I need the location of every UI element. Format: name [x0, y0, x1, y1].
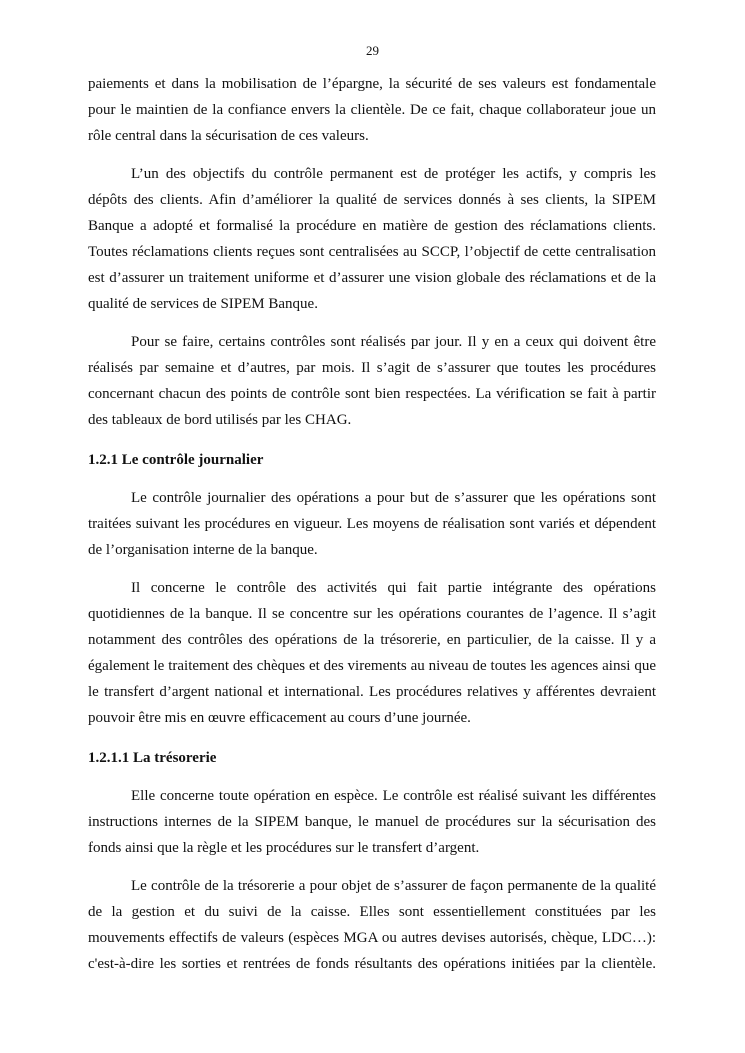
section-heading: 1.2.1 Le contrôle journalier — [88, 452, 264, 468]
text-line: le transfert d’argent national et international. Les procédures relatives y afférentes devraient — [88, 684, 656, 700]
text-line: concernant chacun des points de contrôle sont bien respectées. La vérification se fait à partir — [88, 386, 656, 402]
paragraph — [88, 485, 656, 563]
text-line: mouvements effectifs de valeurs (espèces MGA ou autres devises autorisés, chèque, LDC…): — [88, 930, 656, 946]
text-line: instructions internes de la SIPEM banque, le manuel de procédures sur la sécurisation des — [88, 814, 656, 830]
text-line: Elle concerne toute opération en espèce. Le contrôle est réalisé suivant les différentes — [131, 788, 656, 804]
text-line: Le contrôle journalier des opérations a pour but de s’assurer que les opérations sont — [131, 490, 656, 506]
paragraph — [88, 329, 656, 433]
text-line: rôle central dans la sécurisation de ces valeurs. — [88, 128, 369, 144]
text-line: pouvoir être mis en œuvre efficacement au cours d’une journée. — [88, 710, 471, 726]
section-heading: 1.2.1.1 La trésorerie — [88, 750, 217, 766]
text-line: quotidiennes de la banque. Il se concentre sur les opérations courantes de l’agence. Il s’agit — [88, 606, 656, 622]
text-line: réalisés par semaine et d’autres, par mois. Il s’agit de s’assurer que toutes les procédures — [88, 360, 656, 376]
text-line: de l’organisation interne de la banque. — [88, 542, 318, 558]
text-line: Banque a adopté et formalisé la procédure en matière de gestion des réclamations clients. — [88, 218, 656, 234]
text-line: dépôts des clients. Afin d’améliorer la qualité de services donnés à ses clients, la SIPEM — [88, 192, 656, 208]
text-line: Pour se faire, certains contrôles sont réalisés par jour. Il y en a ceux qui doivent être — [131, 334, 656, 350]
paragraph — [88, 575, 656, 731]
text-line: des tableaux de bord utilisés par les CHAG. — [88, 412, 352, 428]
text-line: pour le maintien de la confiance envers la clientèle. De ce fait, chaque collaborateur joue un — [88, 102, 656, 118]
text-line: Il concerne le contrôle des activités qui fait partie intégrante des opérations — [131, 580, 656, 596]
page-number: 29 — [366, 43, 379, 58]
paragraph — [88, 71, 656, 149]
text-line: notamment des contrôles des opérations de la trésorerie, en particulier, de la caisse. Il y a — [88, 632, 656, 648]
text-line: également le traitement des chèques et des virements au niveau de toutes les agences ainsi que — [88, 658, 656, 674]
text-line: fonds ainsi que la règle et les procédures sur le transfert d’argent. — [88, 840, 480, 856]
text-line: Toutes réclamations clients reçues sont centralisées au SCCP, l’objectif de cette centralisation — [88, 244, 656, 260]
paragraph — [88, 873, 656, 977]
document-body — [88, 71, 656, 977]
text-line: Le contrôle de la trésorerie a pour objet de s’assurer de façon permanente de la qualité — [131, 878, 656, 894]
text-line: est d’assurer un traitement uniforme et d’assurer une vision globale des réclamations et de la — [88, 270, 656, 286]
text-line: de la gestion et du suivi de la caisse. Elles sont essentiellement constituées par les — [88, 904, 656, 920]
text-line: traitées suivant les procédures en vigueur. Les moyens de réalisation sont variés et dépendent — [88, 516, 656, 532]
text-line: paiements et dans la mobilisation de l’épargne, la sécurité de ses valeurs est fondamentale — [88, 76, 656, 92]
text-line: L’un des objectifs du contrôle permanent est de protéger les actifs, y compris les — [131, 166, 656, 182]
paragraph — [88, 161, 656, 317]
text-line: c'est-à-dire les sorties et rentrées de fonds résultants des opérations initiées par la clientèle. — [88, 956, 656, 972]
paragraph — [88, 783, 656, 861]
text-line: qualité de services de SIPEM Banque. — [88, 296, 318, 312]
